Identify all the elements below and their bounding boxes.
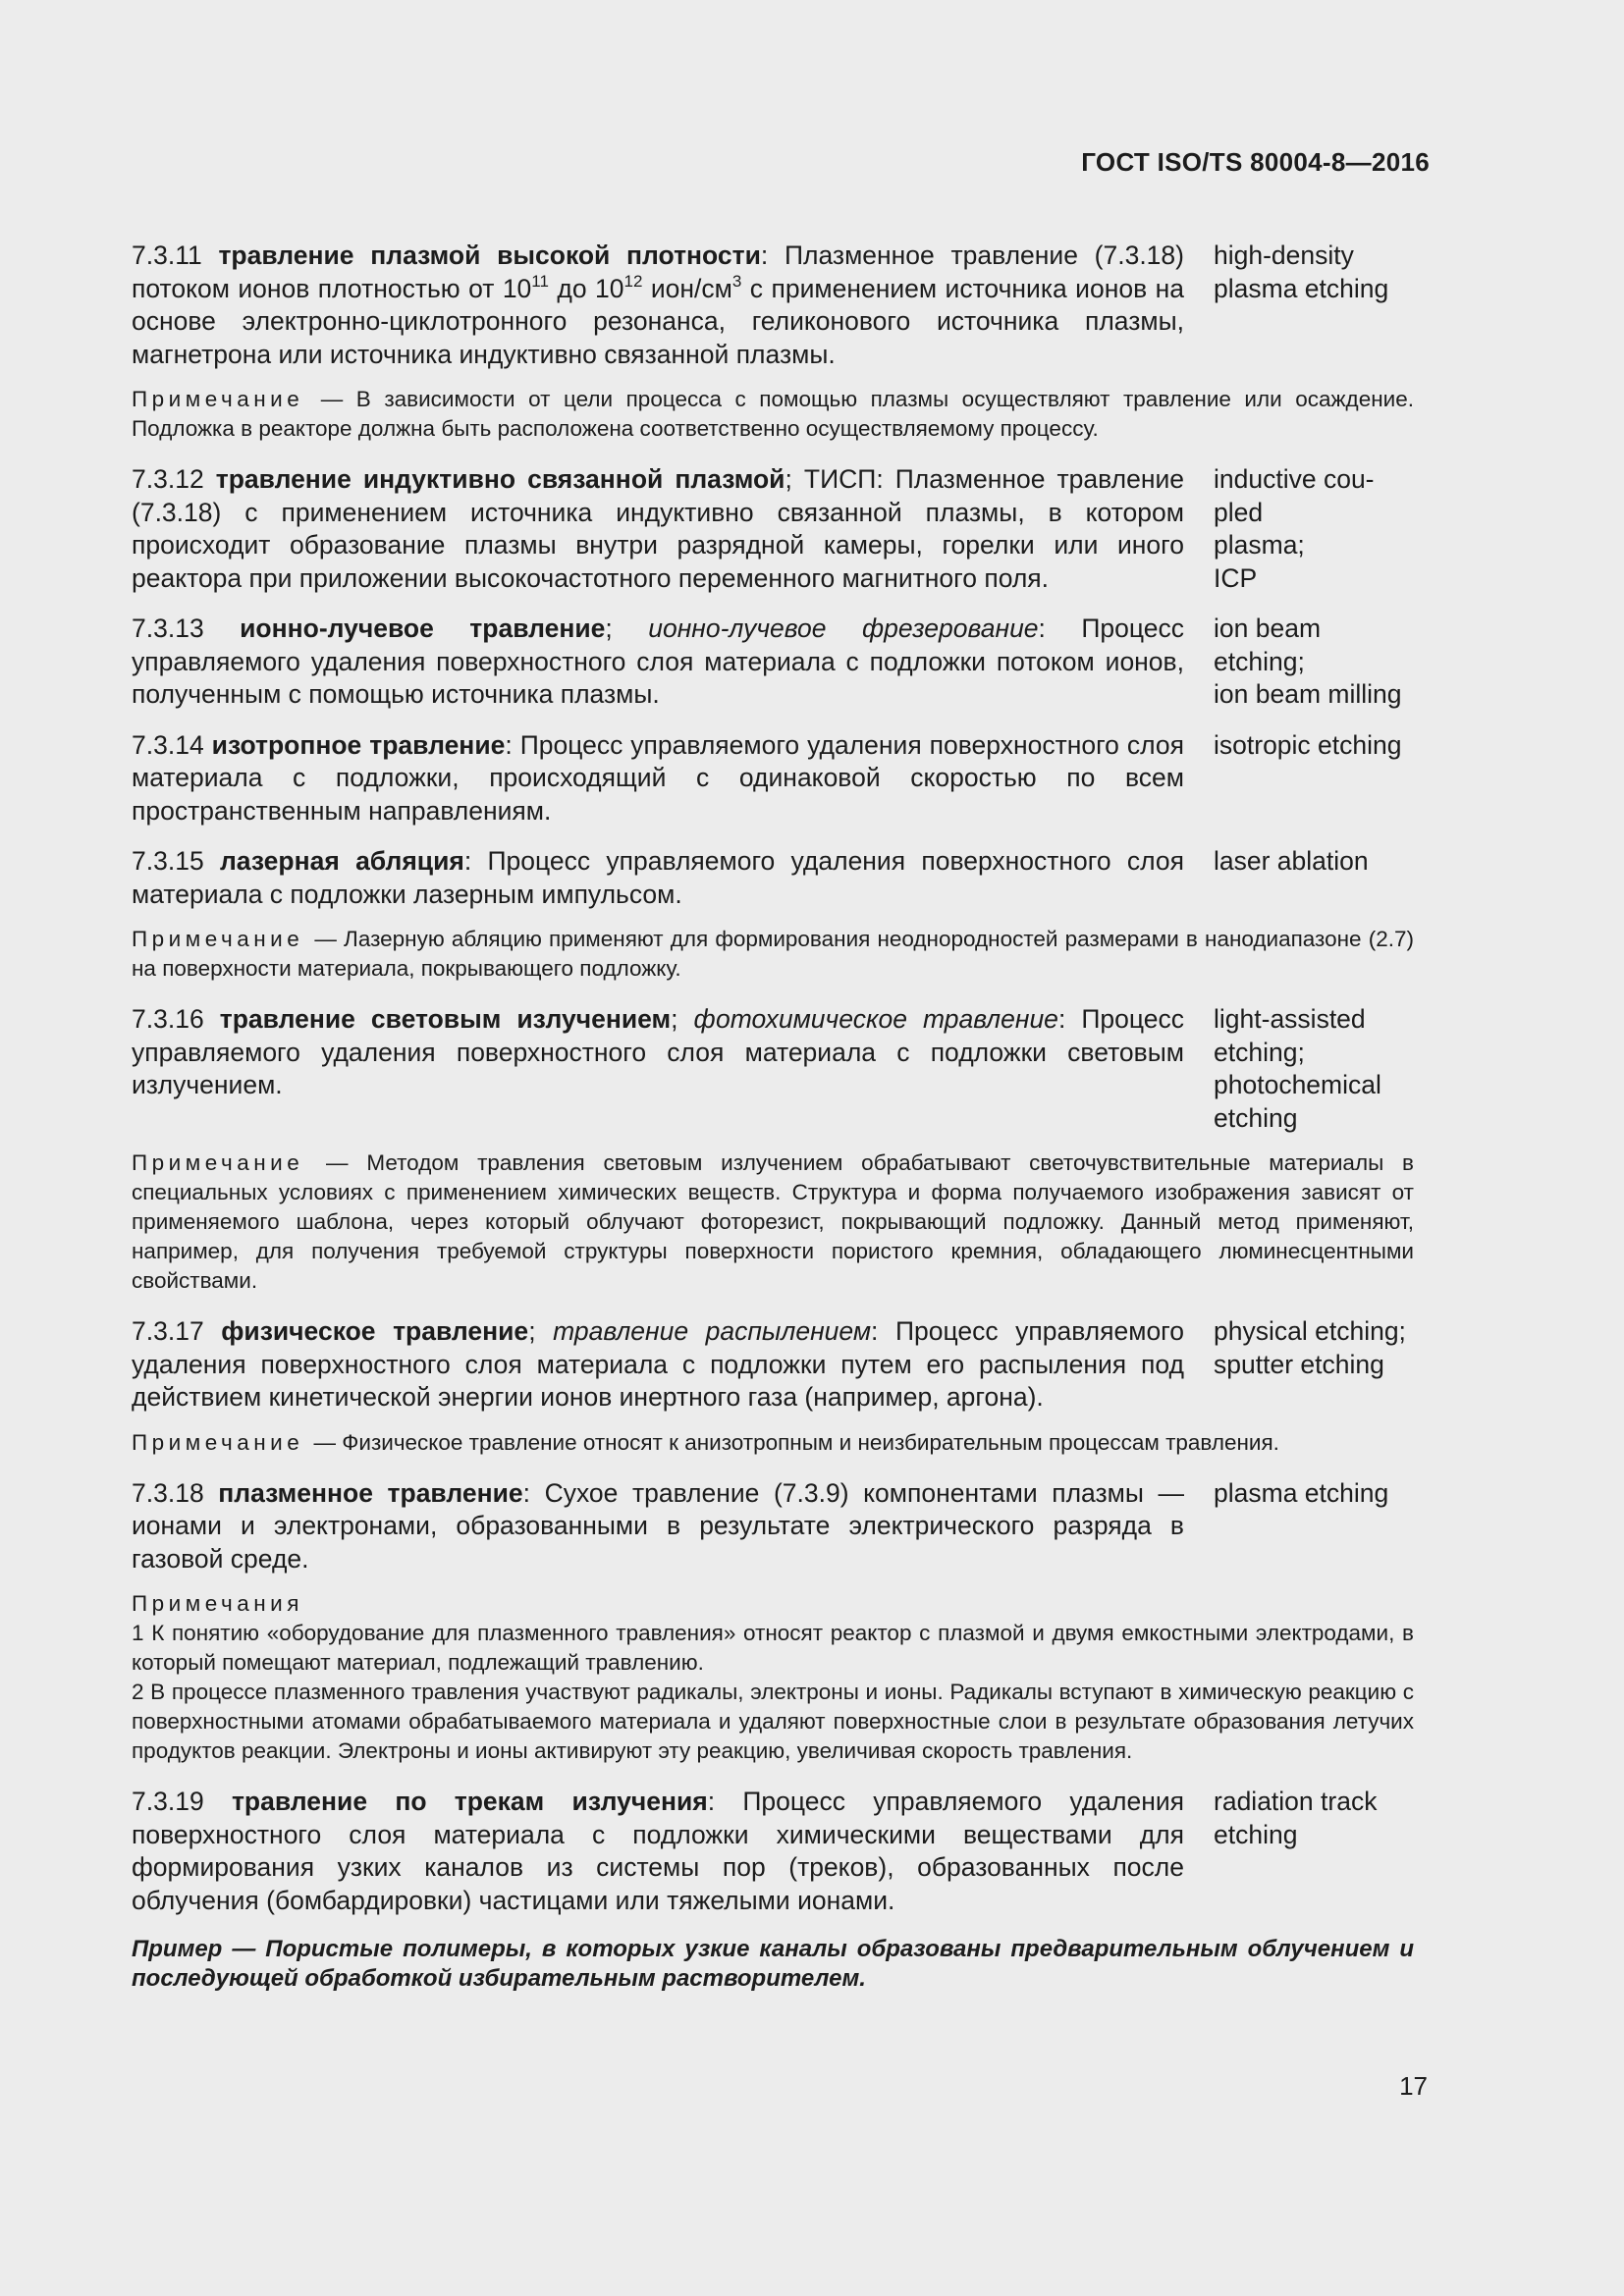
term-synonym: ионно-лучевое фрезерование <box>648 614 1039 643</box>
example-text: Пример — Пористые полимеры, в которых узкие каналы образованы предварительным облучением и последующей обработкой избирательным растворителем. <box>132 1936 1414 1992</box>
term-name: травление плазмой высокой плотности <box>218 240 761 270</box>
term-definition: 7.3.15 лазерная абляция: Процесс управляемого удаления поверхностного слоя материала с подложки лазерным импульсом. <box>132 846 1184 909</box>
term-name: травление световым излучением <box>219 1004 672 1034</box>
term-entry-7-3-11 <box>132 240 1414 371</box>
term-definition: 7.3.13 ионно-лучевое травление; ионно-лучевое фрезерование: Процесс управляемого удаления поверхностного слоя материала с подложки потоком ионов, полученным с помощью источника плазмы. <box>132 614 1184 709</box>
term-definition: 7.3.18 плазменное травление: Сухое травление (7.3.9) компонентами плазмы — ионами и электронами, образованными в результате электрического разряда в газовой среде. <box>132 1477 1184 1574</box>
english-term: ion beam etching; ion beam milling <box>1214 614 1402 709</box>
english-term: laser ablation <box>1214 846 1369 876</box>
term-entry-7-3-12 <box>132 463 1414 595</box>
page-number: 17 <box>1399 2071 1428 2101</box>
english-term: inductive cou- pled plasma; ICP <box>1214 464 1375 593</box>
note-label: Примечание <box>132 927 304 951</box>
note-label: Примечание <box>132 1150 304 1175</box>
term-name: травление по трекам излучения <box>231 1787 708 1816</box>
english-term: light-assisted etching; photochemical etching <box>1214 1004 1381 1133</box>
term-definition: 7.3.16 травление световым излучением; фотохимическое травление: Процесс управляемого удаления поверхностного слоя материала с подложки световым излучением. <box>132 1004 1184 1099</box>
term-entry-7-3-18 <box>132 1477 1414 1576</box>
note-label: Примечание <box>132 1429 304 1455</box>
note-item-1: 1 К понятию «оборудование для плазменного травления» относят реактор с плазмой и двумя емкостными электродами, в который помещают материал, подлежащий травлению. <box>132 1621 1414 1675</box>
note-7-3-11: Примечание — В зависимости от цели процесса с помощью плазмы осуществляют травление или осаждение. Подложка в реакторе должна быть расположена соответственно осуществляемому процессу. <box>132 387 1414 441</box>
english-term: physical etching; sputter etching <box>1214 1316 1406 1379</box>
page-content <box>132 240 1414 1994</box>
term-entry-7-3-16 <box>132 1003 1414 1135</box>
term-entry-7-3-15 <box>132 845 1414 911</box>
term-synonym: травление распылением <box>553 1316 872 1346</box>
note-7-3-17: Примечание — Физическое травление относят к анизотропным и неизбирательным процессам травления. <box>132 1429 1279 1455</box>
term-name: физическое травление <box>221 1316 529 1346</box>
document-header: ГОСТ ISO/TS 80004-8—2016 <box>1081 147 1430 177</box>
term-definition: 7.3.14 изотропное травление: Процесс управляемого удаления поверхностного слоя материала с подложки, происходящий с одинаковой скоростью по всем пространственным направлениям. <box>132 729 1184 826</box>
term-name: ионно-лучевое травление <box>240 614 606 643</box>
term-name: лазерная абляция <box>219 846 464 876</box>
note-7-3-15: Примечание — Лазерную абляцию применяют для формирования неоднородностей размерами в нанодиапазоне (2.7) на поверхности материала, покрывающего подложку. <box>132 927 1414 981</box>
note-7-3-16: Примечание — Методом травления световым излучением обрабатывают светочувствительные материалы в специальных условиях с применением химических веществ. Структура и форма получаемого изображения зависят от применяемого шаблона, через который облучают фоторезист, покрывающий подложку. Данный метод применяют, например, для получения требуемой структуры поверхности пористого кремния, обладающего люминесцентными свойствами. <box>132 1150 1414 1293</box>
term-definition: 7.3.17 физическое травление; травление распылением: Процесс управляемого удаления поверхностного слоя материала с подложки путем его распыления под действием кинетической энергии ионов инертного газа (например, аргона). <box>132 1316 1184 1412</box>
term-definition: 7.3.19 травление по трекам излучения: Процесс управляемого удаления поверхностного слоя материала с подложки химическими веществами для формирования узких каналов из системы пор (треков), образованных после облучения (бомбардировки) частицами или тяжелыми ионами. <box>132 1787 1184 1915</box>
notes-heading: Примечания <box>132 1591 303 1616</box>
english-term: plasma etching <box>1214 1477 1389 1508</box>
term-entry-7-3-17 <box>132 1315 1414 1415</box>
term-definition: 7.3.11 травление плазмой высокой плотности: Плазменное травление (7.3.18) потоком ионов плотностью от $10^{11}$ до $10^{12}$ ион/$см^3$ с применением источника ионов на основе электронно-циклотронного резонанса, геликонового источника плазмы, магнетрона или источника индуктивно связанной плазмы. <box>132 240 1184 369</box>
term-synonym: фотохимическое травление <box>693 1004 1058 1034</box>
term-name: плазменное травление <box>218 1477 523 1508</box>
term-name: изотропное травление <box>211 729 506 760</box>
term-entry-7-3-13 <box>132 613 1414 712</box>
note-label: Примечание <box>132 387 304 411</box>
term-entry-7-3-19 <box>132 1786 1414 1917</box>
term-definition: 7.3.12 травление индуктивно связанной плазмой; ТИСП: Плазменное травление (7.3.18) с применением источника индуктивно связанной плазмы, в котором происходит образование плазмы внутри разрядной камеры, горелки или иного реактора при приложении высокочастотного переменного магнитного поля. <box>132 464 1185 593</box>
english-term: high-density plasma etching <box>1214 240 1389 303</box>
note-item-2: 2 В процессе плазменного травления участвуют радикалы, электроны и ионы. Радикалы вступают в химическую реакцию с поверхностными атомами обрабатываемого материала и удаляют поверхностные слои в результате образования летучих продуктов реакции. Электроны и ионы активируют эту реакцию, увеличивая скорость травления. <box>132 1680 1414 1763</box>
term-number: 7.3.11 <box>132 240 202 270</box>
english-term: radiation track etching <box>1214 1787 1378 1849</box>
notes-7-3-18 <box>132 1589 1414 1766</box>
term-name: травление индуктивно связанной плазмой <box>215 464 785 494</box>
english-term: isotropic etching <box>1214 729 1402 760</box>
term-entry-7-3-14 <box>132 729 1414 828</box>
